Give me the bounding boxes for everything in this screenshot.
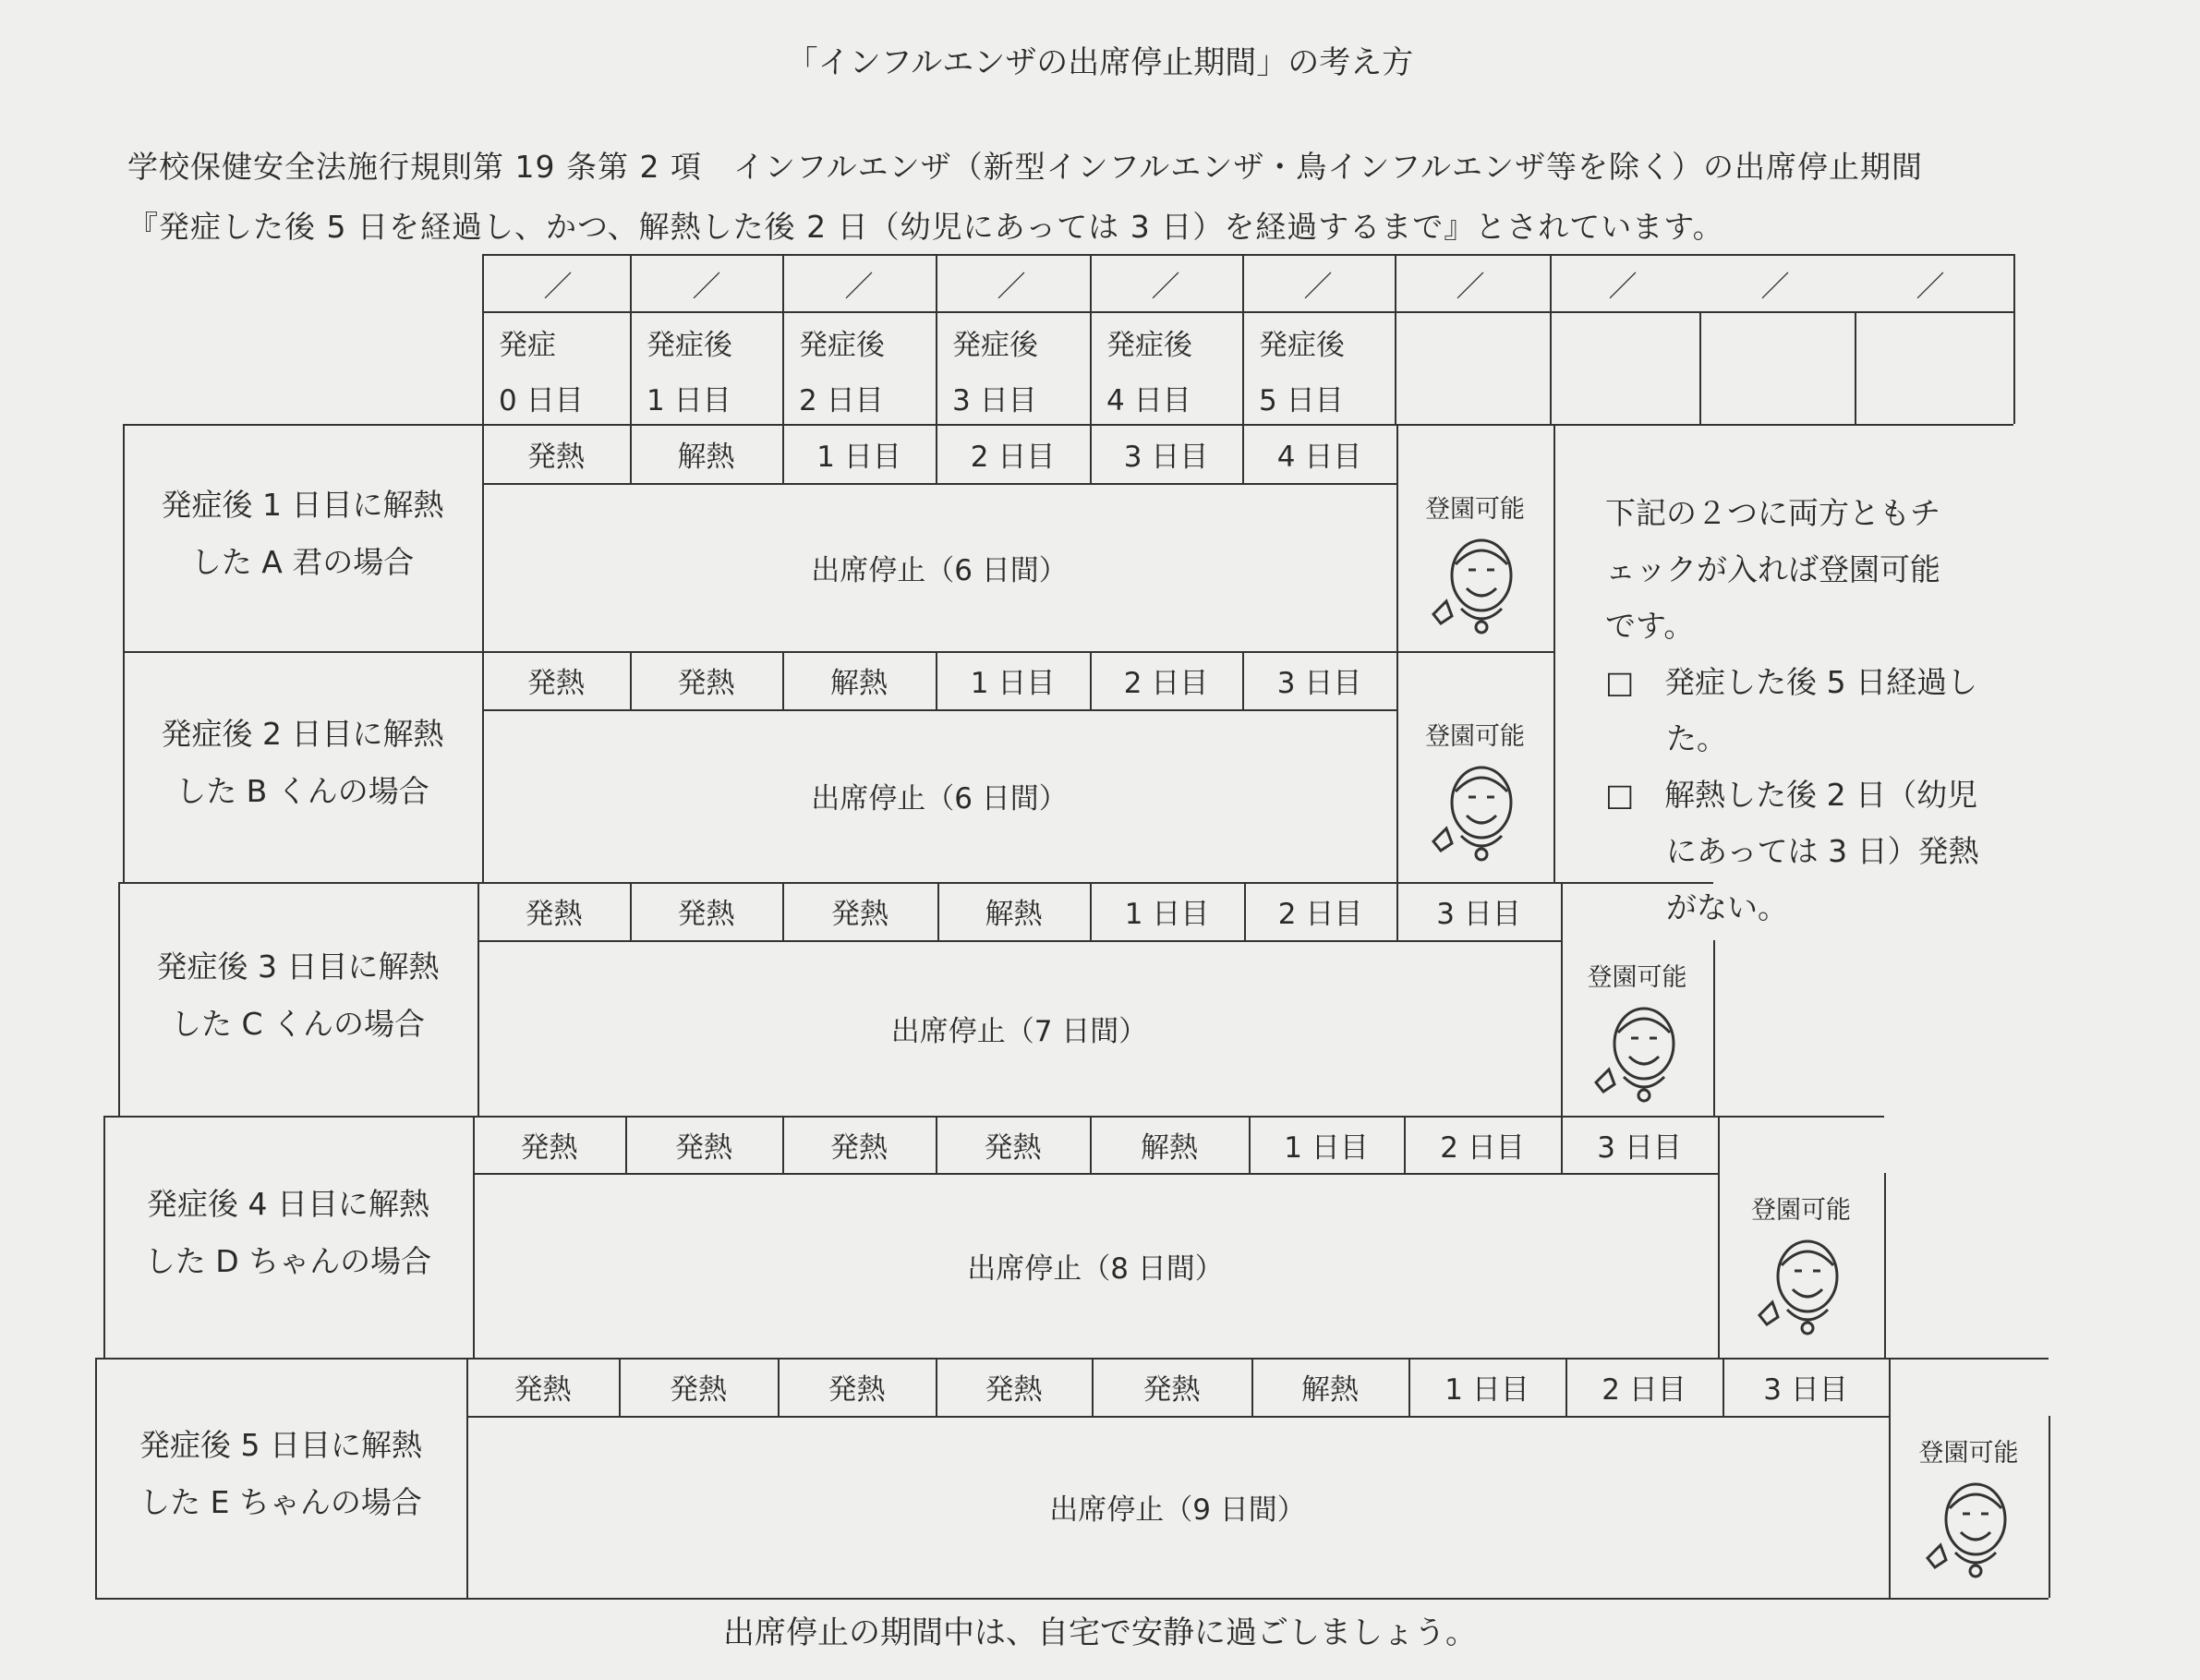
grid-line <box>1855 311 1856 424</box>
header-day-line2: 3 日目 <box>952 383 1037 417</box>
day-cell: 解熱 <box>830 667 888 700</box>
intro-line-1: 学校保健安全法施行規則第 19 条第 2 項 インフルエンザ（新型インフルエンザ・鳥インフルエンザ等を除く）の出席停止期間 <box>127 149 1923 185</box>
grid-line <box>1396 424 1398 483</box>
grid-line <box>482 254 484 424</box>
grid-line <box>2013 254 2015 424</box>
smiley-icon <box>1750 1228 1861 1337</box>
date-slash: ／ <box>1456 270 1485 304</box>
smiley-icon <box>1424 527 1535 636</box>
header-day-line2: 4 日目 <box>1106 383 1191 417</box>
suspension-text: 出席停止（7 日間） <box>890 1014 1148 1048</box>
day-cell: 3 日目 <box>1276 667 1362 700</box>
grid-line <box>1090 254 1092 424</box>
intro-line-2: 『発症した後 5 日を経過し、かつ、解熱した後 2 日（幼児にあっては 3 日）を経過するまで』とされています。 <box>127 209 1724 245</box>
day-cell: 1 日目 <box>816 440 901 474</box>
day-cell: 3 日目 <box>1763 1373 1848 1407</box>
day-cell: 2 日目 <box>970 440 1056 474</box>
day-cell: 解熱 <box>1301 1373 1359 1407</box>
grid-line <box>2049 1416 2050 1598</box>
grid-line <box>782 254 784 424</box>
grid-line <box>1699 311 1701 424</box>
check-item-2: がない。 <box>1605 889 1788 925</box>
day-cell: 発熱 <box>831 898 888 931</box>
check-item-2: □ 解熱した後 2 日（幼児 <box>1605 777 1978 813</box>
ok-label: 登園可能 <box>1425 495 1525 524</box>
ok-label: 登園可能 <box>1918 1439 2019 1468</box>
note-line: 下記の２つに両方ともチ <box>1605 495 1940 531</box>
grid-line <box>482 254 2013 256</box>
date-slash: ／ <box>1151 270 1180 304</box>
date-slash: ／ <box>1608 270 1638 304</box>
grid-line <box>95 1598 2049 1600</box>
day-cell: 発熱 <box>830 1130 888 1165</box>
note-line: です。 <box>1605 608 1695 644</box>
day-cell: 3 日目 <box>1436 898 1521 931</box>
page-title: 「インフルエンザの出席停止期間」の考え方 <box>786 44 1414 81</box>
header-day-line1: 発症後 <box>1106 328 1192 362</box>
header-day-line2: 0 日目 <box>499 383 584 417</box>
smiley-icon <box>1424 755 1535 864</box>
header-day-line2: 1 日目 <box>647 383 731 417</box>
day-cell: 解熱 <box>677 440 735 474</box>
ok-label: 登園可能 <box>1751 1196 1851 1225</box>
day-cell: 発熱 <box>1142 1373 1201 1407</box>
day-cell: 2 日目 <box>1123 667 1209 700</box>
header-day-line1: 発症後 <box>1259 328 1345 362</box>
header-day-line1: 発症 <box>499 328 556 362</box>
day-cell: 2 日目 <box>1277 898 1363 931</box>
day-cell: 発熱 <box>677 667 735 700</box>
day-cell: 1 日目 <box>970 667 1056 700</box>
case-label-line1: 発症後 1 日目に解熱 <box>161 487 444 523</box>
footer-text: 出席停止の期間中は、自宅で安静に過ごしましょう。 <box>723 1614 1477 1651</box>
case-label-line2: した C くんの場合 <box>170 1005 426 1042</box>
day-cell: 2 日目 <box>1602 1373 1686 1407</box>
smiley-icon <box>1587 996 1698 1105</box>
date-slash: ／ <box>543 270 573 304</box>
day-cell: 1 日目 <box>1445 1373 1529 1407</box>
day-cell: 発熱 <box>675 1130 732 1165</box>
case-label-line2: した D ちゃんの場合 <box>144 1243 432 1279</box>
day-cell: 発熱 <box>985 1373 1043 1407</box>
date-slash: ／ <box>997 270 1026 304</box>
grid-line <box>1718 1173 1720 1358</box>
day-cell: 発熱 <box>520 1130 578 1165</box>
grid-line <box>482 311 2013 313</box>
case-label-line2: した B くんの場合 <box>175 773 429 809</box>
case-label-line2: した E ちゃんの場合 <box>139 1484 422 1520</box>
case-label-line2: した A 君の場合 <box>190 544 415 580</box>
check-item-1: た。 <box>1605 720 1727 756</box>
check-item-1: □ 発症した後 5 日経過し <box>1605 664 1978 700</box>
case-label-line1: 発症後 2 日目に解熱 <box>161 716 444 752</box>
day-cell: 発熱 <box>828 1373 886 1407</box>
day-cell: 3 日目 <box>1597 1130 1682 1165</box>
day-cell: 1 日目 <box>1284 1130 1369 1165</box>
grid-line <box>1713 940 1715 1116</box>
day-cell: 4 日目 <box>1276 440 1362 474</box>
grid-line <box>1242 254 1244 424</box>
date-slash: ／ <box>1303 270 1333 304</box>
day-cell: 発熱 <box>525 898 583 931</box>
header-day-line1: 発症後 <box>647 328 732 362</box>
grid-line <box>1889 1358 1891 1416</box>
header-day-line2: 5 日目 <box>1259 383 1344 417</box>
suspension-text: 出席停止（6 日間） <box>811 782 1068 816</box>
day-cell: 発熱 <box>984 1130 1042 1165</box>
grid-line <box>1550 254 1552 424</box>
grid-line <box>1889 1416 1891 1598</box>
grid-line <box>1396 709 1398 882</box>
day-cell: 発熱 <box>677 898 735 931</box>
header-day-line1: 発症後 <box>952 328 1038 362</box>
header-day-line1: 発症後 <box>799 328 885 362</box>
day-cell: 発熱 <box>670 1373 727 1407</box>
case-label-line1: 発症後 4 日目に解熱 <box>147 1186 429 1222</box>
grid-line <box>630 254 632 424</box>
suspension-text: 出席停止（6 日間） <box>811 553 1068 587</box>
grid-line <box>1395 254 1396 424</box>
day-cell: 発熱 <box>527 440 585 474</box>
day-cell: 解熱 <box>1141 1130 1198 1165</box>
grid-line <box>1561 940 1563 1116</box>
day-cell: 発熱 <box>514 1373 572 1407</box>
day-cell: 発熱 <box>527 667 585 700</box>
grid-line <box>1884 1173 1886 1358</box>
date-slash: ／ <box>1916 270 1945 304</box>
grid-line <box>1396 483 1398 651</box>
case-label-line1: 発症後 5 日目に解熱 <box>139 1427 422 1463</box>
suspension-text: 出席停止（8 日間） <box>967 1251 1224 1286</box>
day-cell: 1 日目 <box>1124 898 1210 931</box>
grid-line <box>1553 651 1555 882</box>
smiley-icon <box>1918 1471 2029 1580</box>
ok-label: 登園可能 <box>1425 722 1525 751</box>
note-line: ェックが入れば登園可能 <box>1605 551 1940 587</box>
ok-label: 登園可能 <box>1587 963 1687 992</box>
day-cell: 解熱 <box>985 898 1043 931</box>
grid-line <box>1718 1116 1720 1173</box>
suspension-text: 出席停止（9 日間） <box>1049 1493 1306 1527</box>
date-slash: ／ <box>844 270 874 304</box>
check-item-2: にあっては 3 日）発熱 <box>1605 833 1979 869</box>
header-day-line2: 2 日目 <box>799 383 884 417</box>
date-slash: ／ <box>1760 270 1790 304</box>
day-cell: 2 日目 <box>1440 1130 1525 1165</box>
grid-line <box>1553 424 1555 651</box>
date-slash: ／ <box>692 270 721 304</box>
grid-line <box>1396 651 1398 709</box>
day-cell: 3 日目 <box>1123 440 1209 474</box>
grid-line <box>936 254 937 424</box>
case-label-line1: 発症後 3 日目に解熱 <box>156 948 440 985</box>
grid-line <box>1561 882 1563 940</box>
